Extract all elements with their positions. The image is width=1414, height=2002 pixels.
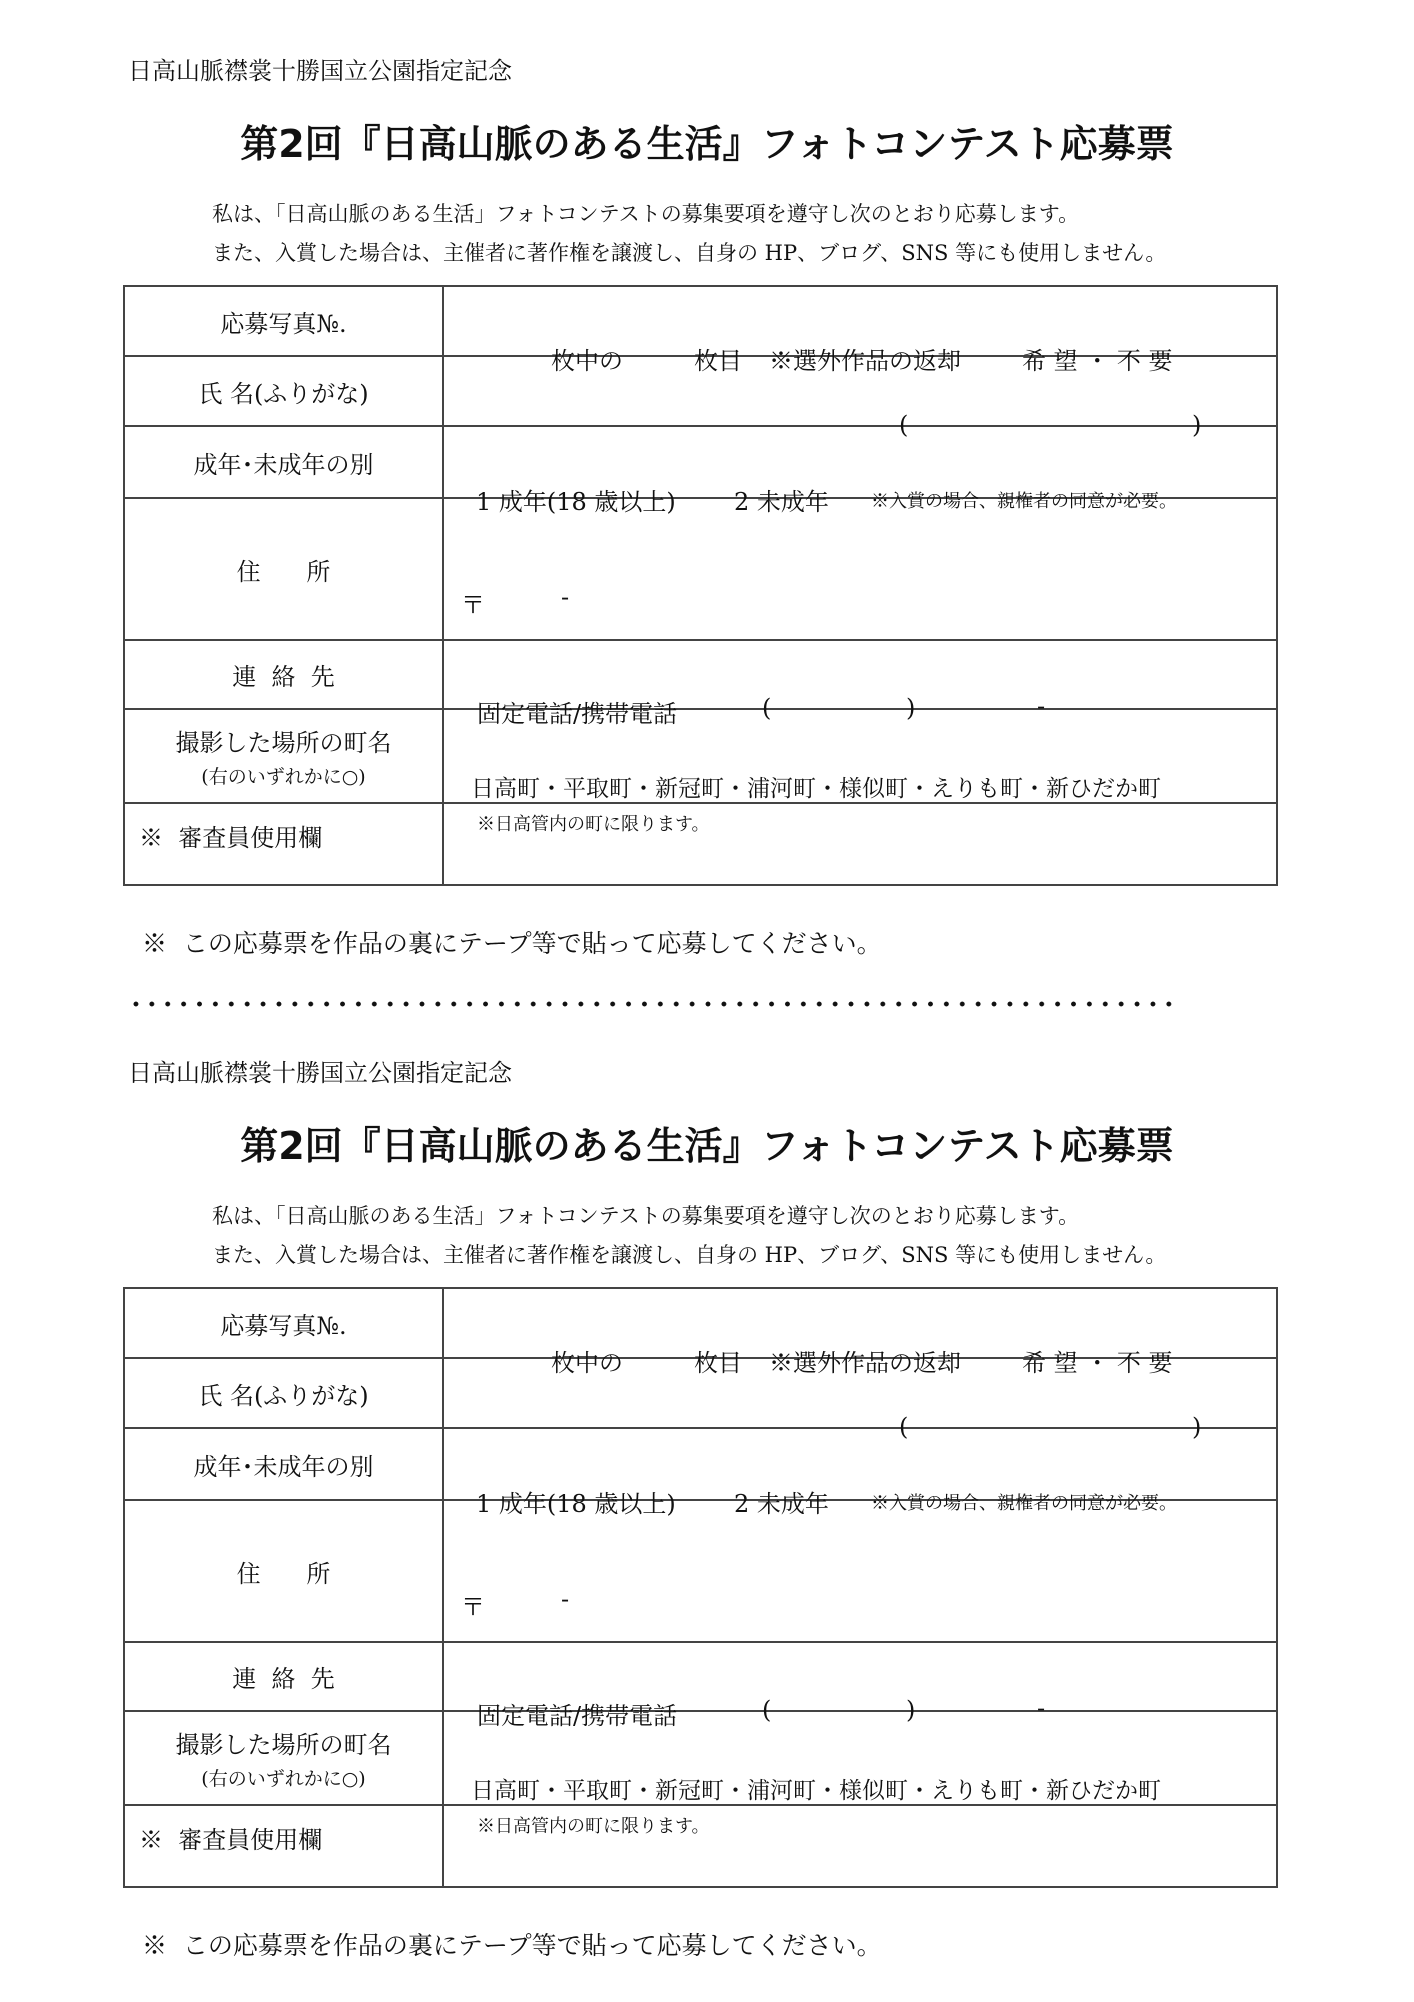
judge-label-cell (124, 803, 443, 885)
location-note: ※日高管内の町に限ります。 (477, 1816, 710, 1837)
photo-no-field[interactable] (443, 286, 1277, 375)
row-photo-no (124, 286, 1277, 356)
location-label-cell (124, 1711, 443, 1805)
contact-field[interactable] (443, 1642, 1277, 1730)
furigana-paren-close: ) (1192, 411, 1202, 439)
phone-dash: - (1037, 691, 1046, 720)
intro-line-2: また、入賞した場合は、主催者に著作権を譲渡し、自身の HP、ブログ、SNS 等にも使用しません。 (212, 241, 1167, 265)
town-options[interactable]: 日高町・平取町・新冠町・浦河町・様似町・えりも町・新ひだか町 (471, 1778, 1161, 1804)
contact-label: 連 絡 先 (124, 1642, 443, 1711)
nth-text: 枚目 (694, 347, 742, 375)
form-title: 第2回『日高山脈のある生活』フォトコンテスト応募票 (240, 122, 1174, 166)
address-label: 住 所 (124, 1500, 443, 1642)
postal-mark: 〒 (461, 591, 485, 619)
furigana-paren-open: ( (899, 411, 909, 439)
return-options[interactable]: 希 望 ・ 不 要 (1022, 347, 1173, 375)
adult-label: 成年･未成年の別 (124, 426, 443, 498)
row-address (124, 1500, 1277, 1642)
photo-no-label: 応募写真№. (124, 286, 443, 356)
area-code-paren-open: ( (762, 693, 772, 722)
contact-field[interactable] (443, 640, 1277, 728)
entry-form (0, 1002, 1414, 2002)
photo-no-field[interactable] (443, 1288, 1277, 1377)
row-contact (124, 1642, 1277, 1711)
area-code-paren-close: ) (906, 1695, 916, 1724)
adult-note: ※入賞の場合、親権者の同意が必要。 (871, 1493, 1177, 1514)
form-title: 第2回『日高山脈のある生活』フォトコンテスト応募票 (240, 1124, 1174, 1168)
judge-label: ※ 審査員使用欄 (139, 1826, 323, 1854)
judge-label-cell (124, 1805, 443, 1887)
phone-dash: - (1037, 1693, 1046, 1722)
entry-table (123, 1287, 1278, 1888)
row-adult (124, 426, 1277, 498)
name-label: 氏 名(ふりがな) (124, 1358, 443, 1428)
intro-line-2: また、入賞した場合は、主催者に著作権を譲渡し、自身の HP、ブログ、SNS 等にも使用しません。 (212, 1243, 1167, 1267)
postal-dash: - (561, 1585, 570, 1613)
adult-field[interactable] (443, 1428, 1277, 1518)
location-label: 撮影した場所の町名 (175, 729, 392, 757)
adult-option-2[interactable]: 2 未成年 (734, 1490, 829, 1518)
return-note: ※選外作品の返却 (769, 1349, 961, 1377)
location-label: 撮影した場所の町名 (175, 1731, 392, 1759)
return-options[interactable]: 希 望 ・ 不 要 (1022, 1349, 1173, 1377)
nth-text: 枚目 (694, 1349, 742, 1377)
entry-table (123, 285, 1278, 886)
adult-option-2[interactable]: 2 未成年 (734, 488, 829, 516)
address-label: 住 所 (124, 498, 443, 640)
furigana-paren-open: ( (899, 1413, 909, 1441)
of-total-text: 枚中の (551, 1349, 623, 1377)
adult-field[interactable] (443, 426, 1277, 516)
name-label: 氏 名(ふりがな) (124, 356, 443, 426)
adult-note: ※入賞の場合、親権者の同意が必要。 (871, 491, 1177, 512)
location-note: ※日高管内の町に限ります。 (477, 814, 710, 835)
phone-label: 固定電話/携帯電話 (477, 699, 678, 728)
area-code-paren-close: ) (906, 693, 916, 722)
postal-mark: 〒 (461, 1593, 485, 1621)
row-location (124, 1711, 1277, 1805)
intro-line-1: 私は、「日高山脈のある生活」フォトコンテストの募集要項を遵守し次のとおり応募します。 (212, 202, 1080, 226)
adult-label: 成年･未成年の別 (124, 1428, 443, 1500)
return-note: ※選外作品の返却 (769, 347, 961, 375)
form-header: 日高山脈襟裳十勝国立公園指定記念 (128, 57, 512, 85)
of-total-text: 枚中の (551, 347, 623, 375)
row-location (124, 709, 1277, 803)
location-sublabel: (右のいずれかに○) (201, 1768, 366, 1790)
address-field[interactable] (443, 498, 1277, 640)
adult-option-1[interactable]: 1 成年(18 歳以上) (476, 488, 676, 516)
phone-label: 固定電話/携帯電話 (477, 1701, 678, 1730)
intro-line-1: 私は、「日高山脈のある生活」フォトコンテストの募集要項を遵守し次のとおり応募します。 (212, 1204, 1080, 1228)
row-contact (124, 640, 1277, 709)
judge-label: ※ 審査員使用欄 (139, 824, 323, 852)
row-address (124, 498, 1277, 640)
area-code-paren-open: ( (762, 1695, 772, 1724)
entry-form (0, 0, 1414, 1000)
address-field[interactable] (443, 1500, 1277, 1642)
photo-no-label: 応募写真№. (124, 1288, 443, 1358)
furigana-paren-close: ) (1192, 1413, 1202, 1441)
adult-option-1[interactable]: 1 成年(18 歳以上) (476, 1490, 676, 1518)
town-options[interactable]: 日高町・平取町・新冠町・浦河町・様似町・えりも町・新ひだか町 (471, 776, 1161, 802)
contact-label: 連 絡 先 (124, 640, 443, 709)
footer-note: ※ この応募票を作品の裏にテープ等で貼って応募してください。 (142, 929, 882, 958)
row-photo-no (124, 1288, 1277, 1358)
postal-dash: - (561, 583, 570, 611)
cut-line-separator (128, 1001, 1173, 1007)
location-label-cell (124, 709, 443, 803)
form-header: 日高山脈襟裳十勝国立公園指定記念 (128, 1059, 512, 1087)
footer-note: ※ この応募票を作品の裏にテープ等で貼って応募してください。 (142, 1931, 882, 1960)
row-adult (124, 1428, 1277, 1500)
location-sublabel: (右のいずれかに○) (201, 766, 366, 788)
